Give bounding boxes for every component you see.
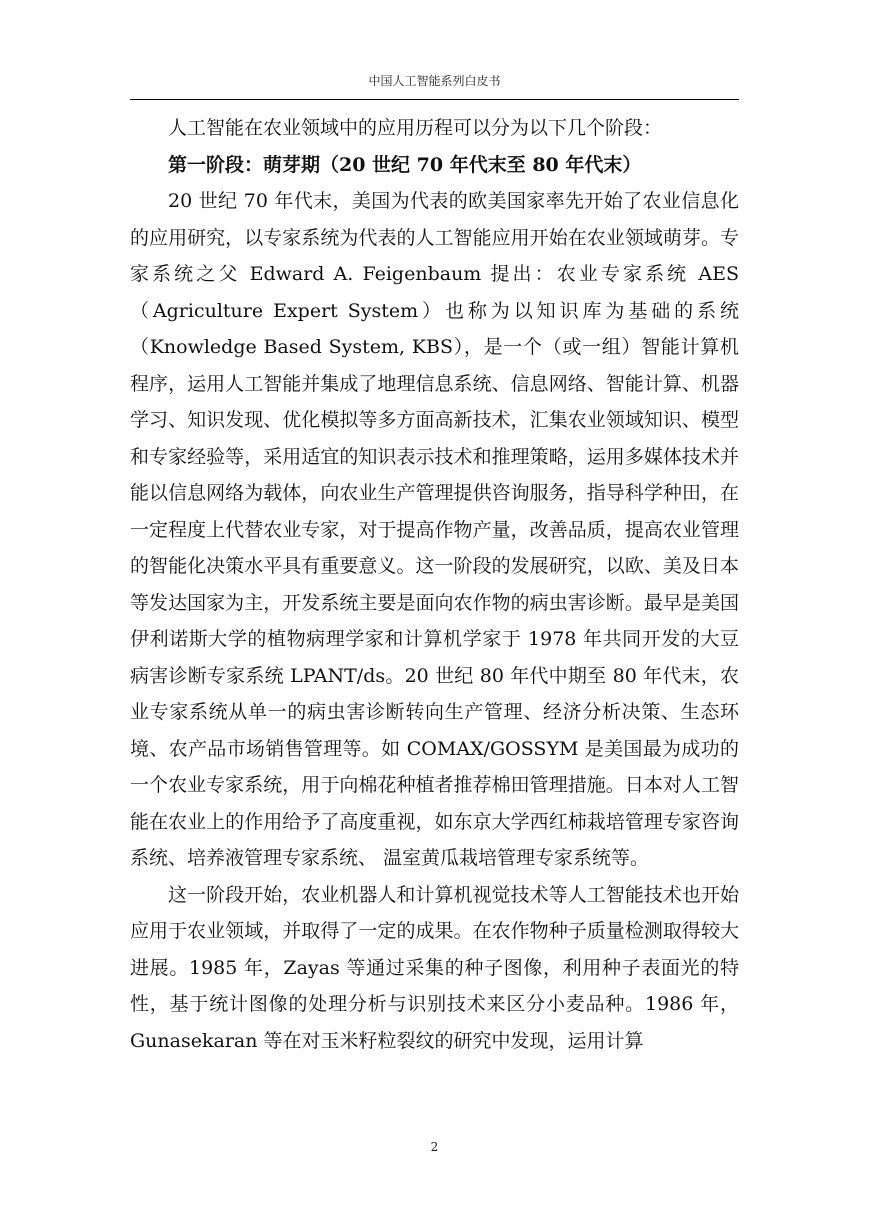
intro-paragraph: 人工智能在农业领域中的应用历程可以分为以下几个阶段： [168, 117, 663, 139]
page-number: 2 [430, 1140, 439, 1154]
page-body [130, 110, 739, 1059]
section-heading: 第一阶段：萌芽期（20 世纪 70 年代末至 80 年代末） [168, 153, 642, 176]
header-divider [130, 99, 739, 100]
body-paragraph-1: 20 世纪 70 年代末，美国为代表的欧美国家率先开始了农业信息化的应用研究，以专家系统为代表的人工智能应用开始在农业领域萌芽。专家系统之父 Edward A. Feigenbaum 提出：农业专家系统 AES（Agriculture Expert System）也称为以知识库为基础的系统（Knowledge Based System, KBS），是一个（或一组）智能计算机程序，运用人工智能并集成了地理信息系统、信息网络、智能计算、机器学习、知识发现、优化模拟等多方面高新技术，汇集农业领域知识、模型和专家经验等，采用适宜的知识表示技术和推理策略，运用多媒体技术并能以信息网络为载体，向农业生产管理提供咨询服务，指导科学种田，在一定程度上代替农业专家，对于提高作物产量，改善品质，提高农业管理的智能化决策水平具有重要意义。这一阶段的发展研究，以欧、美及日本等发达国家为主，开发系统主要是面向农作物的病虫害诊断。最早是美国伊利诺斯大学的植物病理学家和计算机学家于 1978 年共同开发的大豆病害诊断专家系统 LPANT/ds。20 世纪 80 年代中期至 80 年代末，农业专家系统从单一的病虫害诊断转向生产管理、经济分析决策、生态环境、农产品市场销售管理等。如 COMAX/GOSSYM 是美国最为成功的一个农业专家系统，用于向棉花种植者推荐棉田管理措施。日本对人工智能在农业上的作用给予了高度重视，如东京大学西红柿栽培管理专家咨询系统、培养液管理专家系统、 温室黄瓜栽培管理专家系统等。 [130, 190, 739, 869]
body-paragraph-2: 这一阶段开始，农业机器人和计算机视觉技术等人工智能技术也开始应用于农业领域，并取得了一定的成果。在农作物种子质量检测取得较大进展。1985 年，Zayas 等通过采集的种子图像，利用种子表面光的特性，基于统计图像的处理分析与识别技术来区分小麦品种。1986 年，Gunasekaran 等在对玉米籽粒裂纹的研究中发现，运用计算 [130, 883, 739, 1052]
page-header: 中国人工智能系列白皮书 [368, 74, 501, 88]
